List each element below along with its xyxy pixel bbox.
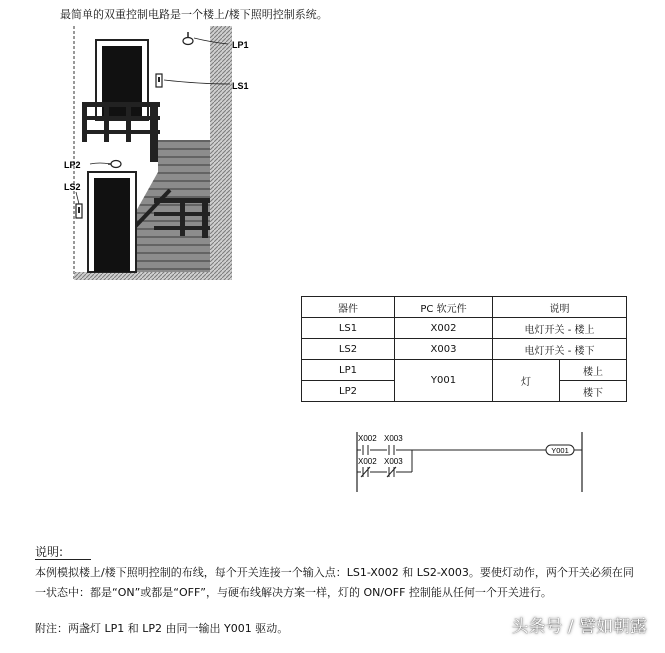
- label-ls2: LS2: [64, 182, 81, 192]
- cell-element: X002: [395, 318, 493, 339]
- header-description: 说明: [493, 297, 627, 318]
- cell-description: 灯: [493, 360, 560, 402]
- cell-device: LS1: [302, 318, 395, 339]
- coil-label: Y001: [551, 446, 569, 455]
- description-title: 说明:: [35, 545, 64, 559]
- table-row: [302, 339, 627, 360]
- io-assignment-table: [301, 296, 627, 402]
- header-element: PC 软元件: [395, 297, 493, 318]
- stairs: [130, 140, 210, 272]
- description-body: 本例模拟楼上/楼下照明控制的布线，每个开关连接一个输入点：LS1-X002 和 LS2-X003。要使灯动作，两个开关必须在同一状态中：都是“ON”或都是“OFF”，与硬布线解决方案一样，灯的 ON/OFF 控制能从任何一个开关进行。: [35, 566, 634, 599]
- cell-device: LP1: [302, 360, 395, 381]
- label-lp2: LP2: [64, 160, 81, 170]
- contact-label-4: X003: [384, 457, 403, 466]
- table-row: [302, 318, 627, 339]
- cell-device: LS2: [302, 339, 395, 360]
- right-wall: [210, 26, 232, 280]
- cell-description: 电灯开关 - 楼上: [493, 318, 627, 339]
- table-header-row: [302, 297, 627, 318]
- description-title-underline: [35, 559, 91, 560]
- cell-location: 楼上: [560, 360, 627, 381]
- watermark: 头条号 / 譬如朝露: [511, 617, 647, 637]
- contact-label-3: X002: [358, 457, 377, 466]
- contact-label-2: X003: [384, 434, 403, 443]
- lower-door: [94, 178, 130, 272]
- ladder-diagram: [350, 428, 590, 496]
- header-device: 器件: [302, 297, 395, 318]
- cell-description: 电灯开关 - 楼下: [493, 339, 627, 360]
- intro-text: 最简单的双重控制电路是一个楼上/楼下照明控制系统。: [60, 8, 328, 21]
- cell-location: 楼下: [560, 381, 627, 402]
- contact-label-1: X002: [358, 434, 377, 443]
- description-note: 附注：两盏灯 LP1 和 LP2 由同一输出 Y001 驱动。: [35, 622, 289, 635]
- staircase-illustration: [64, 22, 260, 284]
- cell-element: Y001: [395, 360, 493, 402]
- lamp-lp1-icon: [183, 32, 193, 45]
- label-lp1: LP1: [232, 40, 249, 50]
- cell-device: LP2: [302, 381, 395, 402]
- cell-element: X003: [395, 339, 493, 360]
- table-row: [302, 360, 627, 381]
- label-ls1: LS1: [232, 81, 249, 91]
